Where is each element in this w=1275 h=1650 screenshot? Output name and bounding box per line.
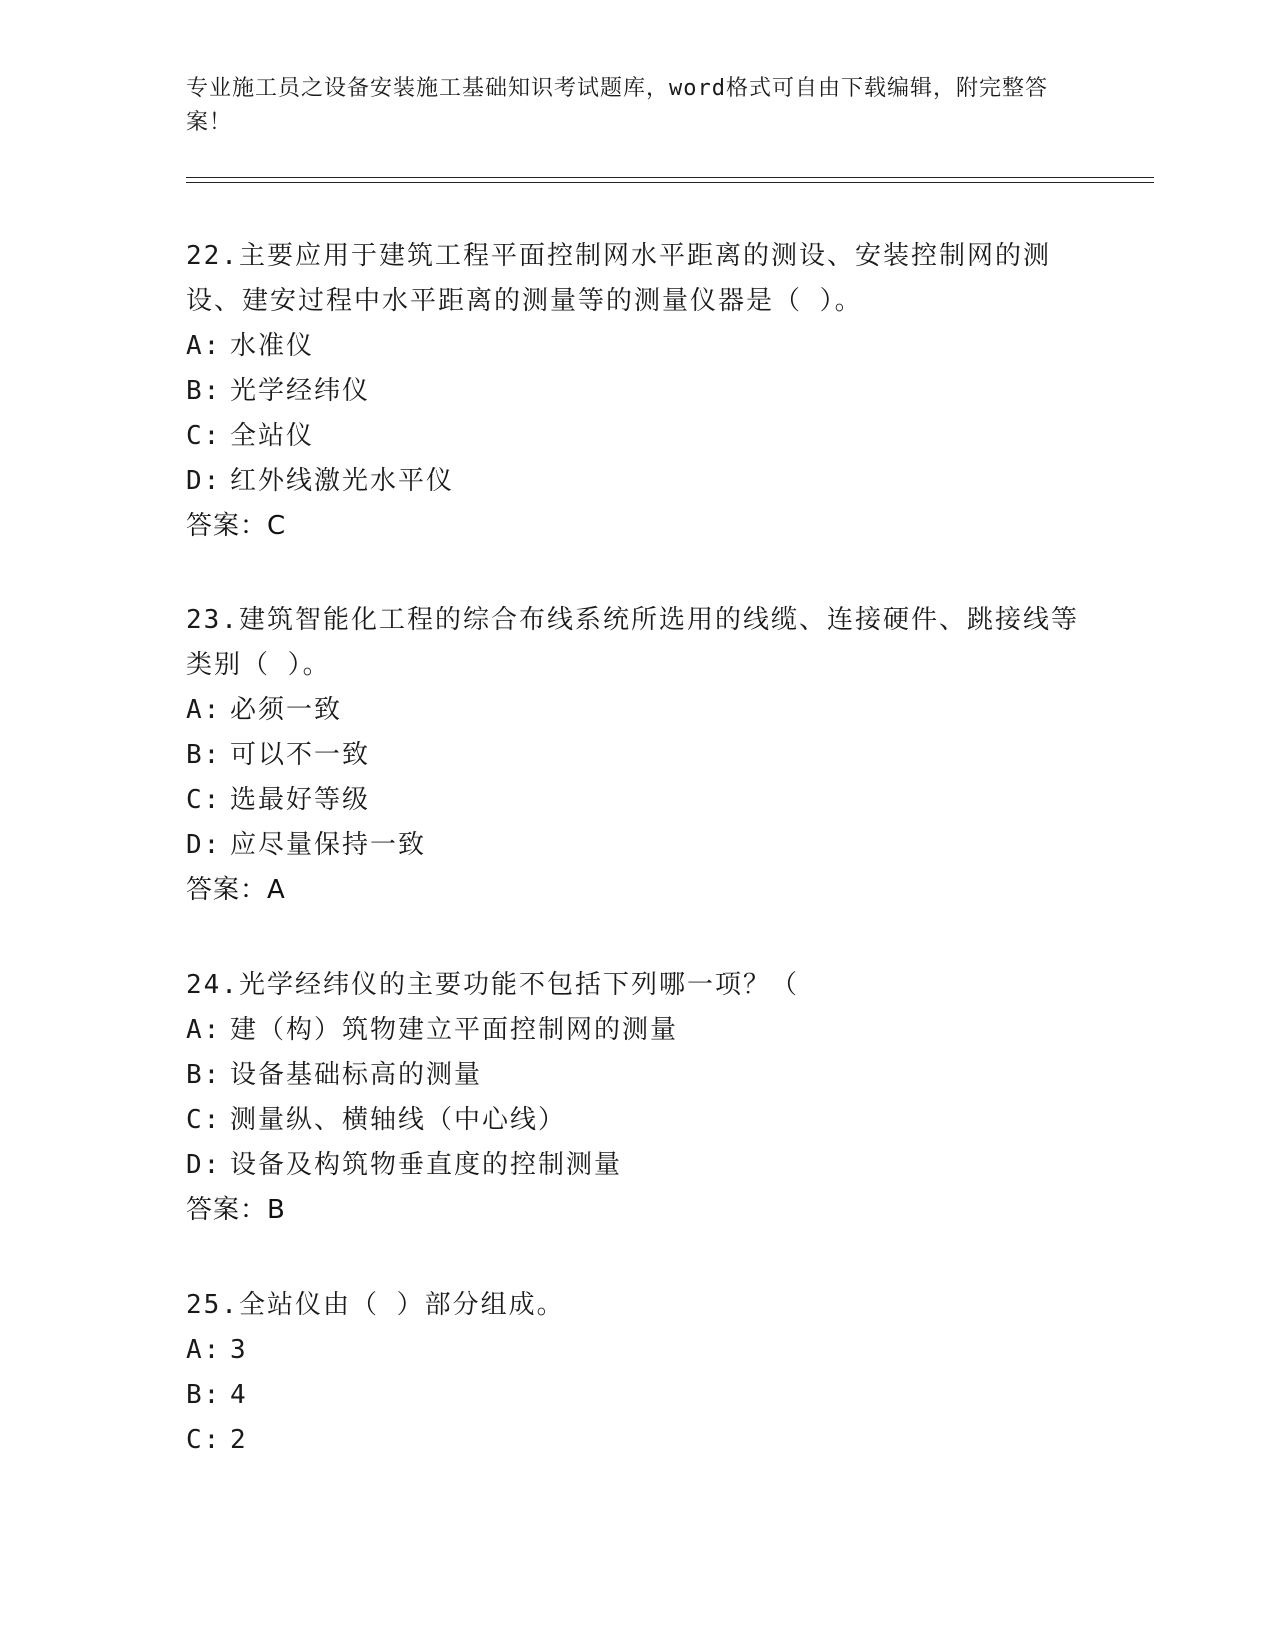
question-stem: 25.全站仪由（ ）部分组成。 (186, 1290, 565, 1320)
option-letter: B: (186, 1060, 222, 1090)
option-b (186, 369, 1086, 414)
question-stem: 23.建筑智能化工程的综合布线系统所选用的线缆、连接硬件、跳接线等类别（ ）。 (186, 605, 1079, 680)
option-b (186, 1373, 1086, 1418)
question-24 (186, 963, 1086, 1233)
option-text: 必须一致 (230, 695, 343, 725)
header-divider-top (186, 177, 1154, 178)
question-stem: 24.光学经纬仪的主要功能不包括下列哪一项？（ (186, 970, 799, 1000)
option-d (186, 823, 1086, 868)
option-letter: B: (186, 740, 222, 770)
header-divider-bottom (186, 182, 1154, 183)
option-text: 全站仪 (230, 421, 315, 451)
option-a (186, 688, 1086, 733)
question-stem: 22.主要应用于建筑工程平面控制网水平距离的测设、安装控制网的测设、建安过程中水平距离的测量等的测量仪器是（ ）。 (186, 241, 1051, 316)
document-header: 专业施工员之设备安装施工基础知识考试题库，word格式可自由下载编辑，附完整答案！ (186, 76, 1048, 135)
option-letter: C: (186, 785, 222, 815)
option-letter: D: (186, 830, 222, 860)
option-text: 应尽量保持一致 (230, 830, 427, 860)
option-letter: A: (186, 331, 222, 361)
option-a (186, 324, 1086, 369)
option-text: 4 (230, 1380, 248, 1410)
option-d (186, 459, 1086, 504)
answer-line: 答案：C (186, 511, 287, 541)
answer-line: 答案：A (186, 875, 286, 905)
option-letter: D: (186, 466, 222, 496)
option-text: 红外线激光水平仪 (230, 466, 455, 496)
option-text: 2 (230, 1425, 248, 1455)
option-c (186, 778, 1086, 823)
option-text: 3 (230, 1335, 248, 1365)
option-b (186, 733, 1086, 778)
option-text: 设备及构筑物垂直度的控制测量 (230, 1150, 623, 1180)
option-a (186, 1008, 1086, 1053)
option-text: 选最好等级 (230, 785, 371, 815)
option-text: 光学经纬仪 (230, 376, 371, 406)
option-letter: A: (186, 1015, 222, 1045)
option-letter: B: (186, 376, 222, 406)
question-22 (186, 234, 1086, 549)
option-text: 水准仪 (230, 331, 315, 361)
question-25 (186, 1283, 1086, 1463)
option-letter: C: (186, 1425, 222, 1455)
option-text: 可以不一致 (230, 740, 371, 770)
option-a (186, 1328, 1086, 1373)
option-letter: A: (186, 1335, 222, 1365)
option-text: 设备基础标高的测量 (230, 1060, 483, 1090)
option-c (186, 1418, 1086, 1463)
option-letter: C: (186, 421, 222, 451)
option-text: 建（构）筑物建立平面控制网的测量 (230, 1015, 679, 1045)
option-c (186, 414, 1086, 459)
option-letter: B: (186, 1380, 222, 1410)
option-c (186, 1098, 1086, 1143)
option-letter: A: (186, 695, 222, 725)
option-b (186, 1053, 1086, 1098)
question-23 (186, 598, 1086, 913)
answer-line: 答案：B (186, 1195, 286, 1225)
option-letter: D: (186, 1150, 222, 1180)
option-letter: C: (186, 1105, 222, 1135)
option-text: 测量纵、横轴线（中心线） (230, 1105, 567, 1135)
option-d (186, 1143, 1086, 1188)
